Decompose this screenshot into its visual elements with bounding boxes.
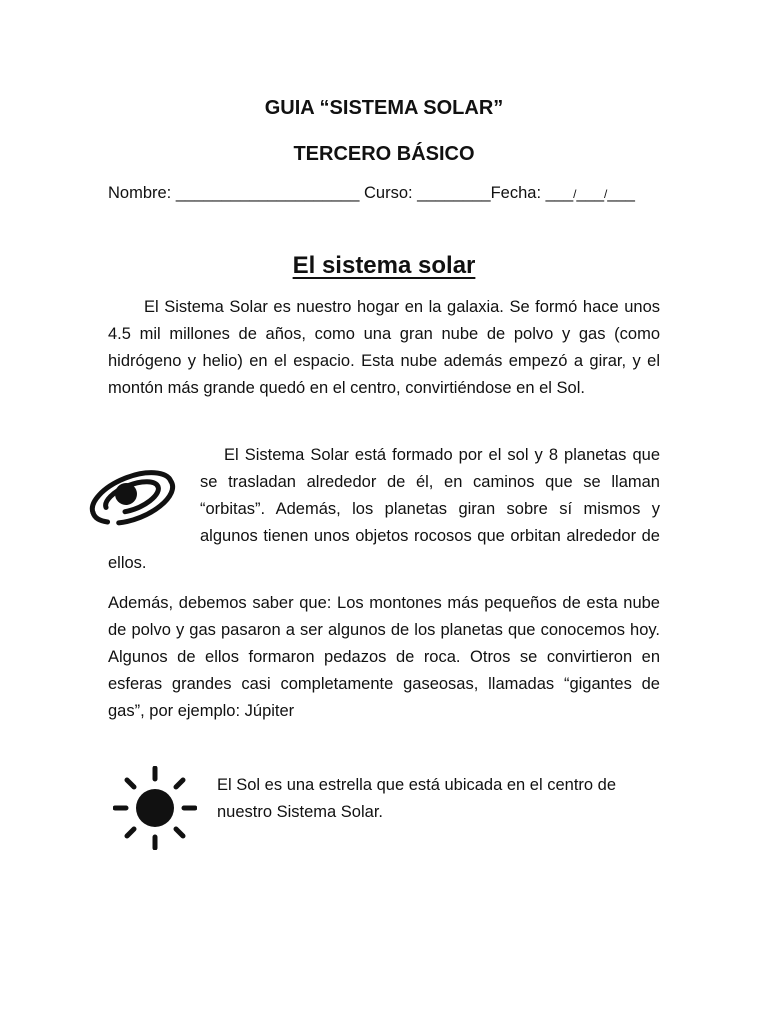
grade-subtitle: TERCERO BÁSICO xyxy=(293,143,475,165)
course-label: Curso: xyxy=(363,184,413,202)
paragraph-planets-text: El Sistema Solar está formado por el sol y 8 planetas que se trasladan alrededor de él, en caminos que se llaman “orbitas”. Además, los planetas giran sobre sí mismos y algunos tienen unos objetos rocosos que orbitan alrededor de ellos. xyxy=(108,446,660,572)
paragraph-sun: El Sol es una estrella que está ubicada en el centro de nuestro Sistema Solar. xyxy=(217,776,617,821)
sun-icon xyxy=(113,766,197,850)
date-blank-year: ___ xyxy=(607,184,635,202)
paragraph-planets xyxy=(108,442,660,577)
paragraph-gas-giants: Además, debemos saber que: Los montones más pequeños de esta nube de polvo y gas pasaron a ser algunos de los planetas que conocemos hoy. Algunos de ellos formaron pedazos de roca. Otros se convirtieron en esferas grandes casi completamente gaseosas, llamadas “gigantes de gas”, por ejemplo: Júpiter xyxy=(108,594,660,720)
student-info-line xyxy=(108,181,668,206)
name-label: Nombre: xyxy=(108,184,172,202)
section-heading: El sistema solar xyxy=(292,252,476,279)
paragraph-intro: El Sistema Solar es nuestro hogar en la galaxia. Se formó hace unos 4.5 mil millones de años, como una gran nube de polvo y gas (como hidrógeno y helio) en el espacio. Esta nube además empezó a girar, y el montón más grande quedó en el centro, convirtiéndose en el Sol. xyxy=(108,298,660,397)
date-slash: / xyxy=(604,187,608,201)
date-slash: / xyxy=(573,187,577,201)
course-blank: ________ xyxy=(412,184,491,202)
date-blank-day: ___ xyxy=(541,184,574,202)
name-blank: ____________________ xyxy=(171,184,364,202)
planet-orbit-icon xyxy=(80,461,184,533)
worksheet-title: GUIA “SISTEMA SOLAR” xyxy=(264,97,504,119)
date-label: Fecha: xyxy=(490,184,542,202)
date-blank-month: ___ xyxy=(576,184,605,202)
